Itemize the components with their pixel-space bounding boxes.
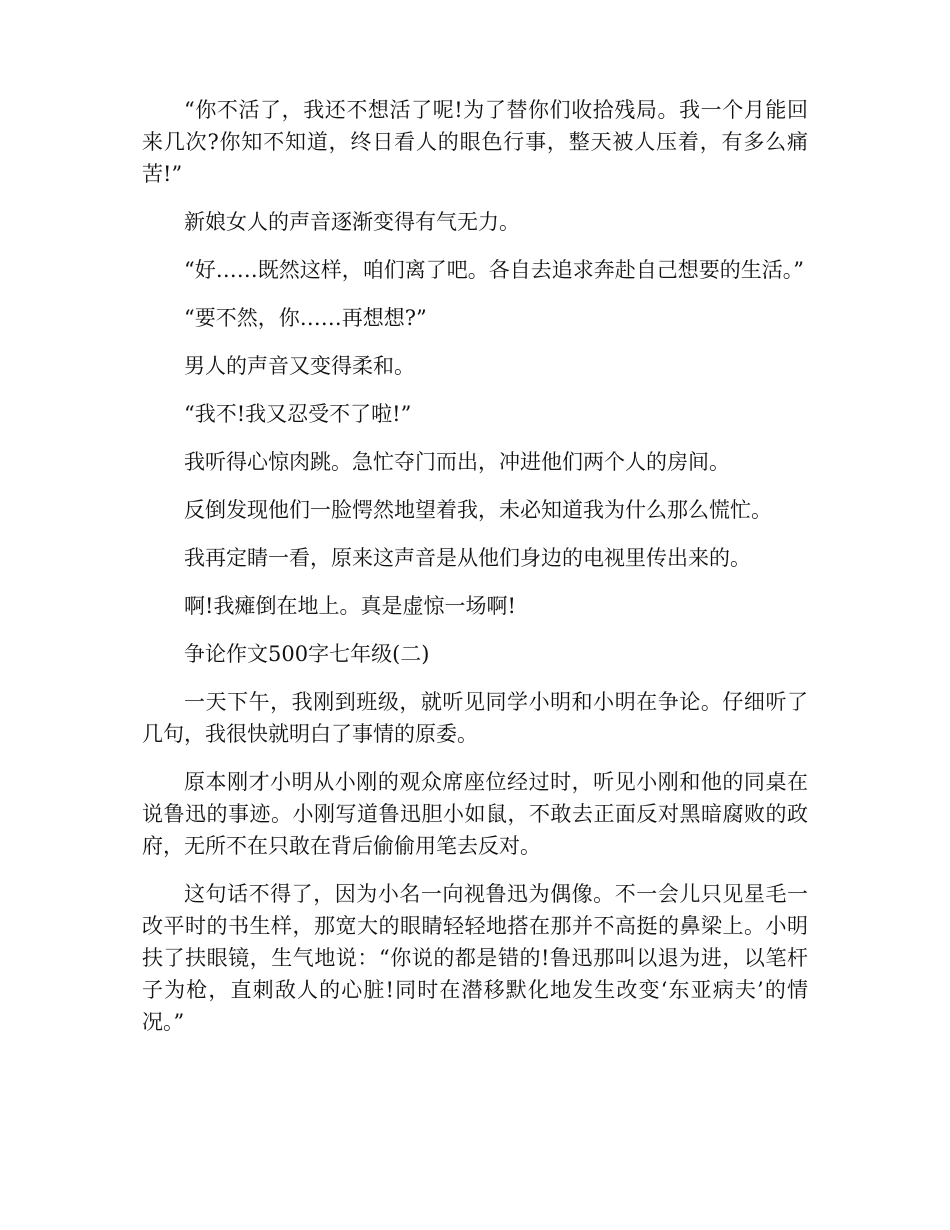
paragraph-3: “好……既然这样，咱们离了吧。各自去追求奔赴自己想要的生活。”	[184, 258, 804, 282]
paragraph-8: 反倒发现他们一脸愕然地望着我，未必知道我为什么那么慌忙。	[184, 498, 772, 522]
paragraph-6: “我不!我又忍受不了啦!”	[184, 402, 412, 426]
section-heading: 争论作文500字七年级(二)	[184, 642, 430, 666]
paragraph-10: 啊!我瘫倒在地上。真是虚惊一场啊!	[184, 594, 516, 618]
paragraph-2: 新娘女人的声音逐渐变得有气无力。	[184, 210, 520, 234]
document-body	[142, 94, 808, 1054]
paragraph-4: “要不然，你……再想想?”	[184, 306, 427, 330]
paragraph-5: 男人的声音又变得柔和。	[184, 354, 415, 378]
paragraph-7: 我听得心惊肉跳。急忙夺门而出，冲进他们两个人的房间。	[184, 450, 730, 474]
paragraph-12: 一天下午，我刚到班级，就听见同学小明和小明在争论。仔细听了几句，我很快就明白了事情的原委。	[142, 690, 808, 746]
paragraph-1: “你不活了，我还不想活了呢!为了替你们收拾残局。我一个月能回来几次?你知不知道，终日看人的眼色行事，整天被人压着，有多么痛苦!”	[142, 98, 808, 186]
paragraph-13: 原本刚才小明从小刚的观众席座位经过时，听见小刚和他的同桌在说鲁迅的事迹。小刚写道鲁迅胆小如鼠，不敢去正面反对黑暗腐败的政府，无所不在只敢在背后偷偷用笔去反对。	[142, 770, 808, 858]
paragraph-14: 这句话不得了，因为小名一向视鲁迅为偶像。不一会儿只见星毛一改平时的书生样，那宽大的眼睛轻轻地搭在那并不高挺的鼻梁上。小明扶了扶眼镜，生气地说：“你说的都是错的!鲁迅那叫以退为进，以笔杆子为枪，直刺敌人的心脏!同时在潜移默化地发生改变‘东亚病夫’的情况。”	[142, 882, 808, 1034]
paragraph-9: 我再定睛一看，原来这声音是从他们身边的电视里传出来的。	[184, 546, 751, 570]
